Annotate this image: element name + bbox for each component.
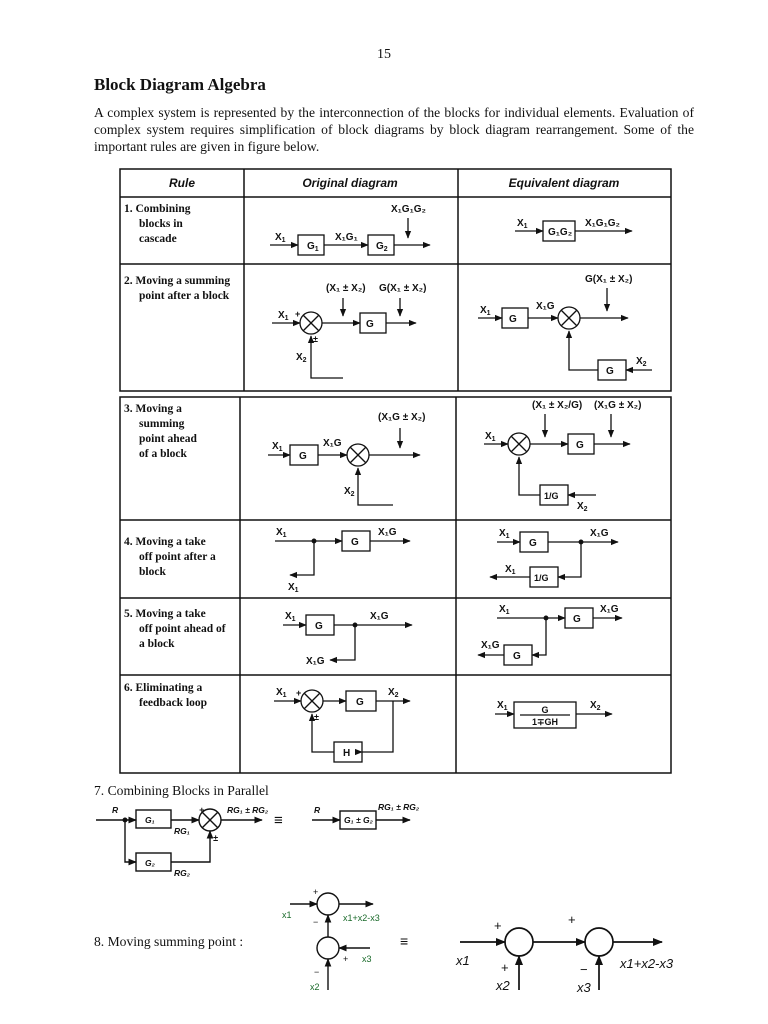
eq5-x1g-out: X₁G — [481, 640, 500, 651]
rule-4: 4. Moving a take off point after a block — [124, 536, 216, 578]
row3-x2: $X_2$ — [344, 486, 355, 498]
page-title: Block Diagram Algebra — [94, 75, 266, 94]
eq3-1g: 1/G — [544, 491, 559, 501]
eq6-num: G — [541, 705, 549, 715]
row3-x1: $X_1$ — [272, 441, 283, 453]
s8-x1-small: x1 — [282, 910, 292, 920]
row6-pm: ± — [314, 712, 319, 722]
header-equivalent: Equivalent diagram — [508, 176, 620, 190]
rule-3: 3. Moving a summing point ahead of a block — [124, 403, 197, 460]
rule-6: 6. Eliminating a feedback loop — [124, 682, 208, 709]
row2-gx: G(X₁ ± X₂) — [379, 283, 427, 294]
eq4-x1g: X₁G — [590, 528, 609, 539]
eq6-x1: $X_1$ — [497, 700, 508, 712]
label-x1g1: X₁G₁ — [335, 232, 358, 243]
row6-h: H — [343, 748, 351, 759]
s8-out-big: x1+x2-x3 — [620, 956, 674, 971]
s8-big-minus: − — [580, 962, 588, 977]
eq6-x2: $X_2$ — [590, 700, 601, 712]
eq2-gx: G(X₁ ± X₂) — [585, 274, 633, 285]
eq2-x2: $X_2$ — [636, 356, 647, 368]
s8-out-small: x1+x2-x3 — [343, 913, 380, 923]
eq5-g2: G — [513, 651, 521, 662]
rules-table — [120, 169, 671, 773]
row2-equivalent — [478, 288, 652, 380]
row6-x2: $X_2$ — [388, 687, 399, 699]
eq4-1g: 1/G — [534, 573, 549, 583]
row3-x1gpmx2: (X₁G ± X₂) — [378, 412, 426, 423]
section8-title: 8. Moving summing point : — [94, 934, 244, 949]
row4-x1-out: $X_1$ — [288, 582, 299, 594]
header-rule: Rule — [168, 176, 196, 190]
eq4-g: G — [529, 538, 537, 549]
s8-minus-a: − — [313, 917, 319, 927]
s8-x2-small: x2 — [310, 982, 320, 992]
s7-sum2: RG₁ ± RG₂ — [378, 802, 420, 812]
s7-g2: G₂ — [145, 858, 155, 868]
row4-g: G — [351, 537, 359, 548]
row2-x1pmx2: (X₁ ± X₂) — [326, 283, 366, 294]
row5-equivalent — [478, 608, 622, 665]
rule-1: 1. Combining blocks in cascade — [124, 203, 191, 245]
s7-r: R — [112, 805, 119, 815]
row2-pm: ± — [313, 334, 318, 344]
row4-x1g: X₁G — [378, 527, 397, 538]
eq3-x2: $X_2$ — [577, 501, 588, 513]
eq3-x1: $X_1$ — [485, 431, 496, 443]
s8-x3-big: x3 — [577, 980, 591, 995]
intro-text: A complex system is represented by the interconnection of the blocks for individual elements. Evaluation of complex system requires simplification of block diagrams by block diagram rearrangement. Some of the important rules are given in figure below. — [94, 105, 694, 154]
section7-title: 7. Combining Blocks in Parallel — [94, 783, 269, 798]
row5-x1: $X_1$ — [285, 611, 296, 623]
eq2-x1: $X_1$ — [480, 305, 491, 317]
eq4-x1-out: $X_1$ — [505, 564, 516, 576]
s8-big-plus-b: + — [568, 912, 576, 927]
eq1-g1g2: G₁G₂ — [548, 227, 573, 238]
eq2-g: G — [509, 314, 517, 325]
label-g1: $G_1$ — [307, 241, 319, 253]
eq5-x1g: X₁G — [600, 604, 619, 615]
s7-pm: ± — [213, 833, 218, 843]
eq2-g2: G — [606, 366, 614, 377]
s8-plus-a: + — [313, 887, 319, 897]
rule-2: 2. Moving a summing point after a block — [124, 275, 231, 302]
eq5-g: G — [573, 614, 581, 625]
rule-5: 5. Moving a take off point ahead of a block — [124, 608, 226, 650]
s8-big-plus-c: + — [501, 960, 509, 975]
row3-g: G — [299, 451, 307, 462]
row5-x1g: X₁G — [370, 611, 389, 622]
row5-g: G — [315, 621, 323, 632]
label-x1: $X_1$ — [275, 232, 286, 244]
s7-plus: + — [199, 805, 205, 815]
s8-x2-big: x2 — [496, 978, 510, 993]
s8-minus-b: − — [314, 967, 320, 977]
row4-x1: $X_1$ — [276, 527, 287, 539]
row2-plus: + — [295, 309, 301, 319]
page-number: 15 — [377, 47, 391, 62]
row3-x1g: X₁G — [323, 438, 342, 449]
row2-original — [272, 298, 416, 378]
s7-r2: R — [314, 805, 321, 815]
eq3-x1gpmx2: (X₁G ± X₂) — [594, 400, 642, 411]
s7-combined: G₁ ± G₂ — [344, 815, 373, 825]
eq1-x1g1g2: X₁G₁G₂ — [585, 218, 620, 229]
row6-plus: + — [296, 688, 302, 698]
s7-sum: RG₁ ± RG₂ — [227, 805, 269, 815]
header-original: Original diagram — [302, 176, 398, 190]
s7-rg2: RG₂ — [174, 868, 190, 878]
eq2-x1g: X₁G — [536, 301, 555, 312]
eq4-x1: $X_1$ — [499, 528, 510, 540]
label-g2: $G_2$ — [376, 241, 388, 253]
s8-equiv: ≡ — [400, 933, 409, 949]
row6-g: G — [356, 697, 364, 708]
row2-x1: $X_1$ — [278, 310, 289, 322]
row4-equivalent — [490, 532, 618, 587]
section8-small — [290, 893, 373, 990]
eq3-x1pmx2g: (X₁ ± X₂/G) — [532, 400, 583, 411]
s7-equiv: ≡ — [274, 812, 283, 829]
s8-x3-small: x3 — [362, 954, 372, 964]
row2-g: G — [366, 319, 374, 330]
s8-x1-big: x1 — [456, 953, 470, 968]
row6-original — [274, 690, 410, 762]
eq1-x1: $X_1$ — [517, 218, 528, 230]
s7-g1: G₁ — [145, 815, 155, 825]
s8-big-plus-a: + — [494, 918, 502, 933]
s7-rg1: RG₁ — [174, 826, 190, 836]
row6-x1: $X_1$ — [276, 687, 287, 699]
eq6-den: 1∓GH — [531, 717, 559, 727]
eq3-g: G — [576, 440, 584, 451]
row5-x1g-out: X₁G — [306, 656, 325, 667]
s8-plus-b: + — [343, 954, 349, 964]
row2-x2: $X_2$ — [296, 352, 307, 364]
label-x1g1g2: X₁G₁G₂ — [391, 204, 426, 215]
eq5-x1: $X_1$ — [499, 604, 510, 616]
row5-original — [283, 615, 412, 660]
